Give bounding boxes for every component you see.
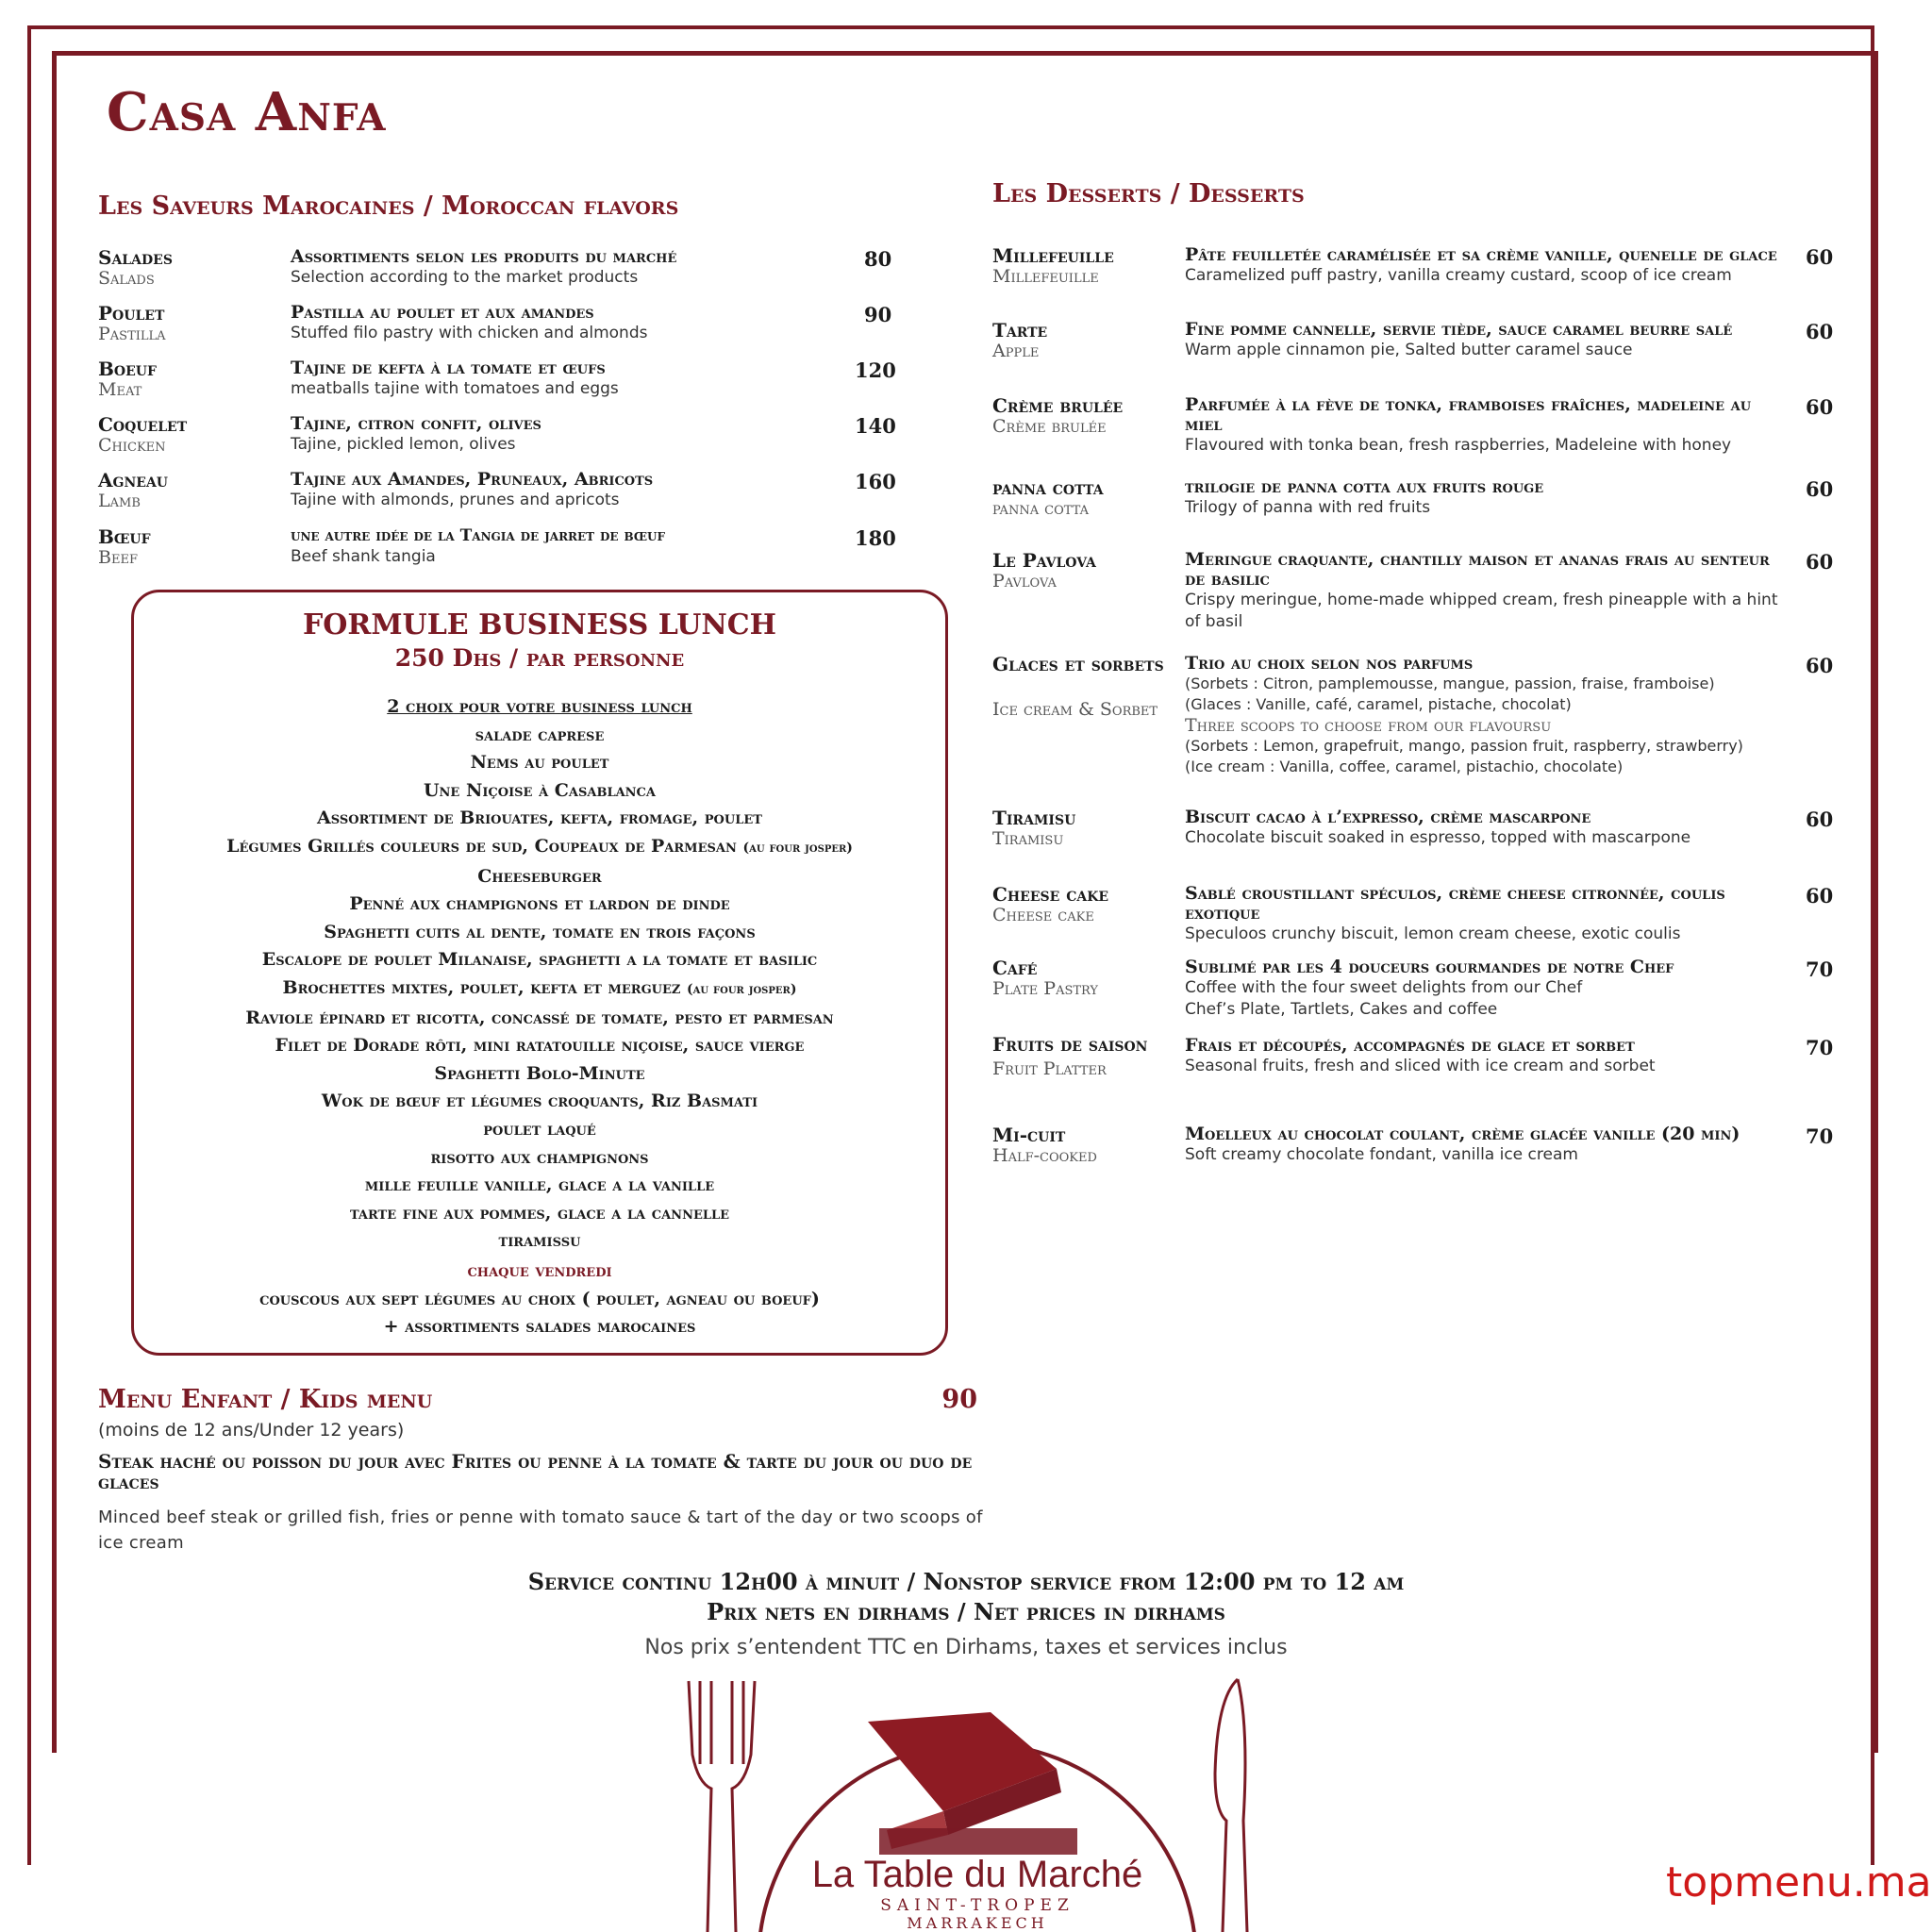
awning-icon [868,1712,1077,1855]
price: 90 [864,303,892,326]
business-item: mille feuille vanille, glace a la vanille [364,1174,715,1196]
business-choice: 2 choix pour votre business lunch [387,696,692,717]
watermark: topmenu.ma [1666,1858,1932,1907]
price: 60 [1806,884,1834,908]
tax-note: Nos prix s’entendent TTC en Dirhams, taxes et services inclus [644,1636,1288,1659]
kids-heading: Menu Enfant / Kids menu 90 [98,1385,977,1414]
business-item: risotto aux champignons [430,1146,649,1168]
price: 60 [1806,808,1834,831]
business-item: Spaghetti Bolo-Minute [434,1062,645,1084]
business-item: salade caprese [475,724,605,745]
salads-item: + assortiments salades marocaines [383,1316,696,1338]
business-item: tiramissu [498,1230,581,1252]
business-title: FORMULE BUSINESS LUNCH [302,608,777,641]
desserts-heading: Les Desserts / Desserts [992,179,1305,208]
service-hours: Service continu 12h00 à minuit / Nonstop service from 12:00 pm to 12 am [527,1568,1405,1595]
price: 160 [855,470,896,493]
price: 60 [1806,477,1834,501]
price: 60 [1806,245,1834,269]
business-item: Cheeseburger [477,865,602,887]
price: 70 [1806,1036,1834,1059]
price: 140 [855,414,896,438]
knife-icon [1215,1679,1247,1932]
business-item: Filet de Dorade rôti, mini ratatouille niçoise, sauce vierge [275,1035,805,1057]
moroccan-heading: Les Saveurs Marocaines / Moroccan flavors [98,192,679,221]
net-prices: Prix nets en dirhams / Net prices in dirhams [707,1598,1225,1625]
logo-city: MARRAKECH [907,1914,1048,1932]
price: 80 [864,247,892,271]
business-item: Penné aux champignons et lardon de dinde [349,893,730,915]
business-item: Raviole épinard et ricotta, concassé de tomate, pesto et parmesan [245,1007,834,1028]
business-item: tarte fine aux pommes, glace a la cannelle [349,1202,730,1224]
kids-desc-en: Minced beef steak or grilled fish, fries or penne with tomato sauce & tart of the day or two scoops of ice cream [98,1507,983,1553]
business-item: Nems au poulet [470,752,609,774]
business-item: Wok de bœuf et légumes croquants, Riz Basmati [321,1091,758,1112]
kids-desc-fr: Steak haché ou poisson du jour avec Frites ou penne à la tomate & tarte du jour ou duo de glaces [98,1450,973,1493]
business-item: Brochettes mixtes, poulet, kefta et merguez (au four josper) [282,976,797,998]
couscous-item: couscous aux sept légumes au choix ( poulet, agneau ou boeuf) [259,1288,820,1309]
price: 70 [1806,1124,1834,1148]
price: 60 [1806,320,1834,343]
price: 60 [1806,395,1834,419]
price: 70 [1806,958,1834,981]
price: 60 [1806,654,1834,677]
business-lunch-box [131,590,948,1356]
fork-icon [689,1681,755,1932]
restaurant-title: Casa Anfa [107,81,387,143]
friday-label: chaque vendredi [467,1259,612,1281]
price: 120 [855,358,896,382]
business-item: Légumes Grillés couleurs de sud, Coupeaux de Parmesan (au four josper) [226,835,853,857]
business-item: poulet laqué [483,1118,596,1140]
business-item: Spaghetti cuits al dente, tomate en trois façons [324,921,756,942]
business-price: 250 Dhs / par personne [394,644,685,672]
business-item: Escalope de poulet Milanaise, spaghetti a la tomate et basilic [261,949,818,971]
kids-price: 90 [941,1385,977,1414]
restaurant-logo [660,1670,1274,1932]
logo-location: SAINT-TROPEZ [880,1896,1074,1915]
business-item: Une Niçoise à Casablanca [423,779,656,801]
price: 180 [855,526,896,550]
kids-note: (moins de 12 ans/Under 12 years) [98,1420,405,1441]
price: 60 [1806,550,1834,574]
business-item: Assortiment de Briouates, kefta, fromage, poulet [317,808,762,829]
logo-name: La Table du Marché [811,1854,1143,1895]
